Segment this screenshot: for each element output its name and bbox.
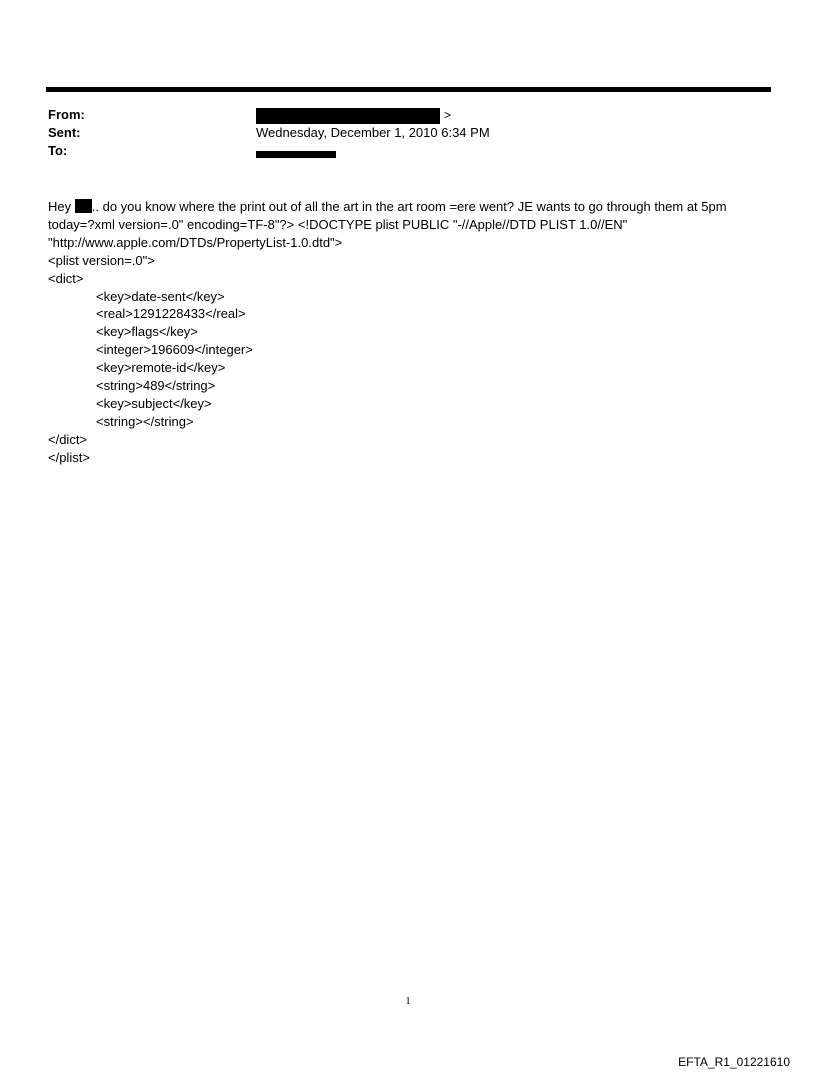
redaction-block xyxy=(256,151,336,158)
body-line: <string>489</string> xyxy=(96,378,216,394)
body-line: </plist> xyxy=(48,449,90,465)
body-line: <key>flags</key> xyxy=(96,324,198,340)
from-suffix: > xyxy=(444,108,452,122)
body-line: <integer>196609</integer> xyxy=(96,342,253,358)
to-value xyxy=(256,142,336,160)
email-body xyxy=(48,198,778,467)
body-line: <key>remote-id</key> xyxy=(96,360,226,376)
body-line: "http://www.apple.com/DTDs/PropertyList-1.0.dtd"> xyxy=(48,234,343,250)
redaction-block xyxy=(256,108,440,124)
from-label: From: xyxy=(48,107,85,122)
to-label: To: xyxy=(48,143,68,158)
greeting-text: Hey xyxy=(48,199,72,214)
sent-label: Sent: xyxy=(48,125,81,140)
body-line: <string></string> xyxy=(96,413,194,429)
body-line: </dict> xyxy=(48,431,88,447)
body-line: <plist version=.0"> xyxy=(48,252,155,268)
body-line: today=?xml version=.0" encoding=TF-8"?> <!DOCTYPE plist PUBLIC "-//Apple//DTD PLIST 1.0//EN" xyxy=(48,216,628,232)
body-line xyxy=(48,198,778,216)
page-number: 1 xyxy=(405,995,411,1007)
redaction-block xyxy=(75,199,92,213)
body-line: <real>1291228433</real> xyxy=(96,306,246,322)
body-line: <key>subject</key> xyxy=(96,395,212,411)
sent-value: Wednesday, December 1, 2010 6:34 PM xyxy=(256,125,490,140)
header-divider xyxy=(46,87,771,92)
document-id: EFTA_R1_01221610 xyxy=(678,1055,790,1069)
message-text: .. do you know where the print out of all the art in the art room =ere went? JE wants to go through them at 5pm xyxy=(91,199,727,214)
body-line: <key>date-sent</key> xyxy=(96,288,225,304)
body-line: <dict> xyxy=(48,270,84,286)
from-value xyxy=(256,106,451,124)
